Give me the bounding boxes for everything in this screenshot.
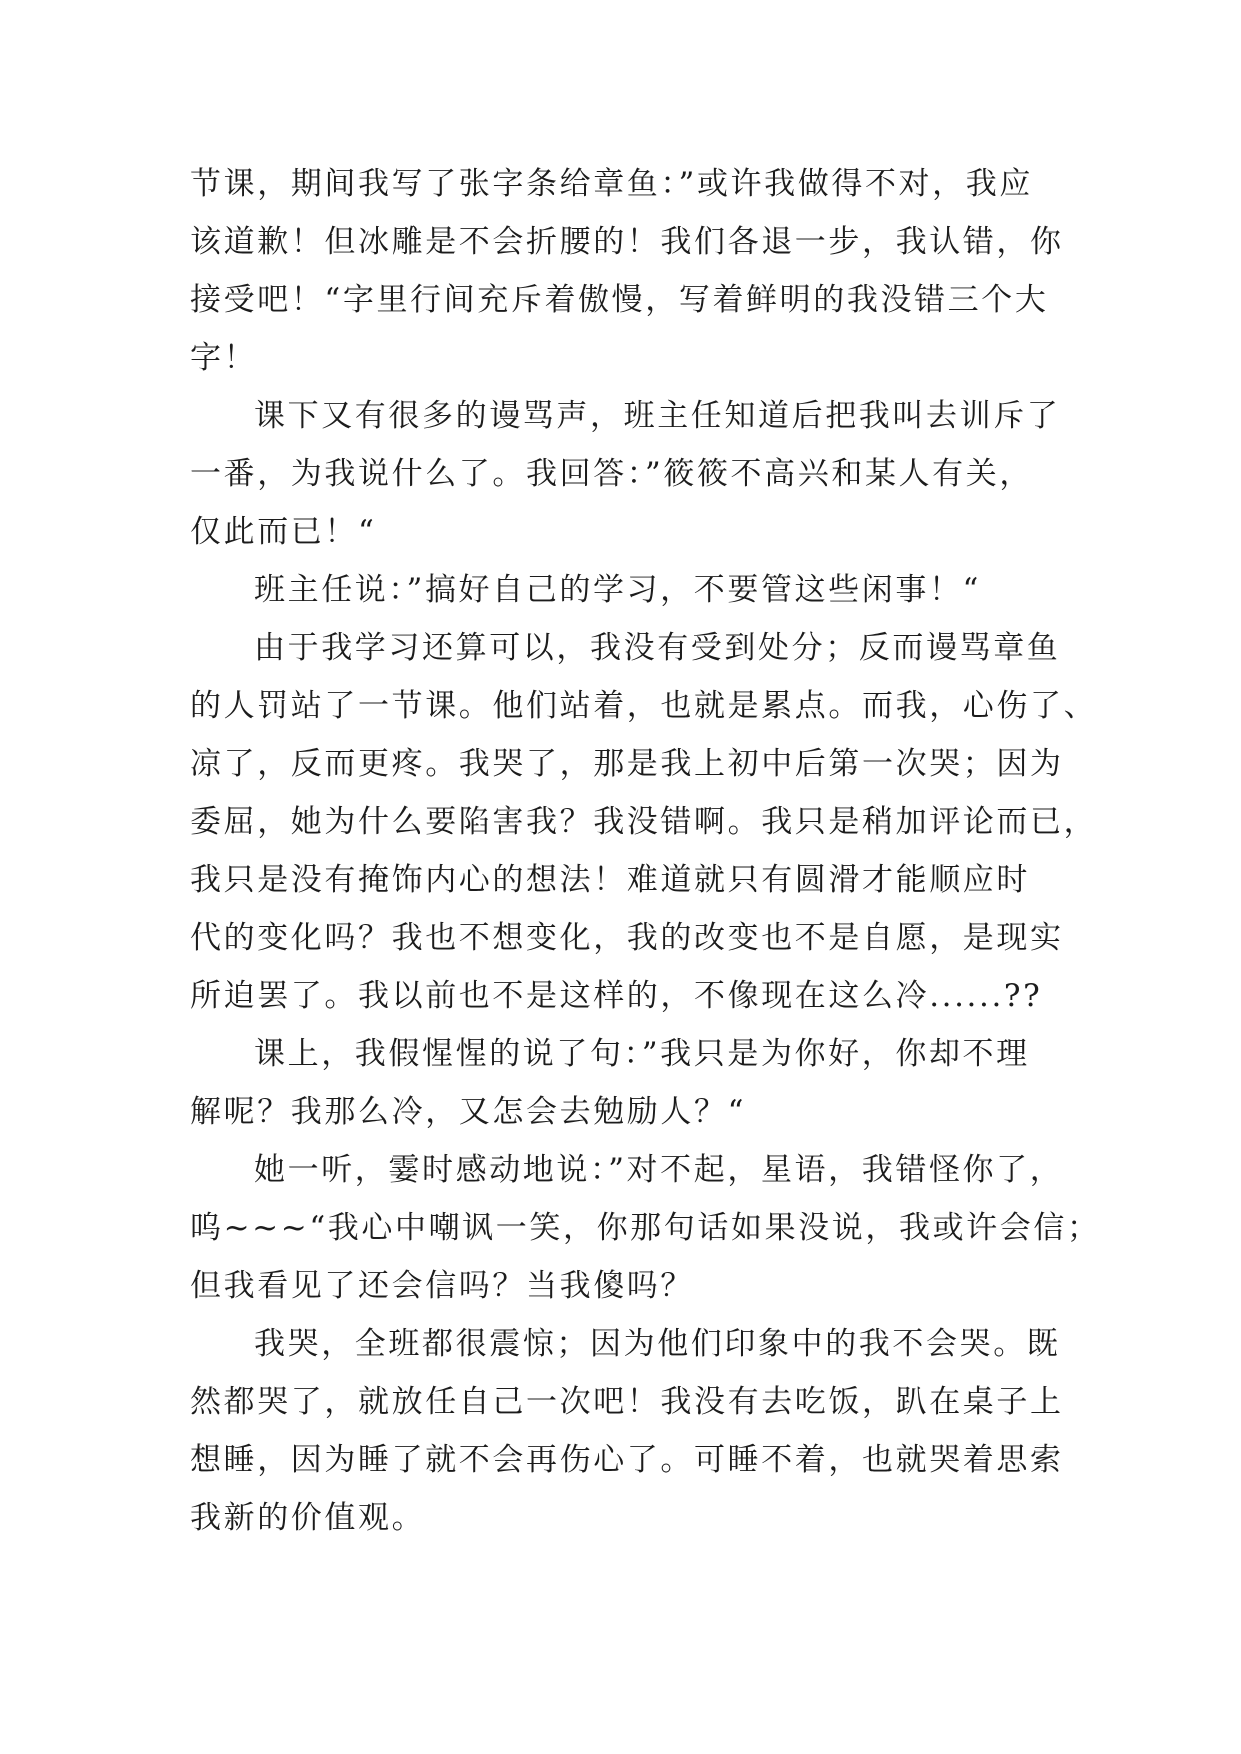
paragraph-1 <box>190 155 1064 387</box>
text-line: 所迫罢了。我以前也不是这样的，不像现在这么冷......?? <box>190 978 1043 1014</box>
text-line: 字！ <box>190 340 258 376</box>
text-line: 想睡，因为睡了就不会再伤心了。可睡不着，也就哭着思索 <box>190 1442 1064 1478</box>
text-line: 仅此而已！“ <box>190 514 377 550</box>
text-line: 班主任说：”搞好自己的学习，不要管这些闲事！“ <box>254 572 981 608</box>
document-body <box>190 155 1101 1547</box>
text-line: 课下又有很多的谩骂声，班主任知道后把我叫去训斥了 <box>254 398 1061 434</box>
text-line: 我新的价值观。 <box>190 1500 426 1536</box>
paragraph-3 <box>190 561 1050 619</box>
text-line: 然都哭了，就放任自己一次吧！我没有去吃饭，趴在桌子上 <box>190 1384 1064 1420</box>
text-line: 解呢？我那么冷，又怎会去勉励人？“ <box>190 1094 747 1130</box>
text-line: 凉了，反而更疼。我哭了，那是我上初中后第一次哭；因为 <box>190 746 1064 782</box>
text-line: 但我看见了还会信吗？当我傻吗？ <box>190 1268 694 1304</box>
paragraph-6 <box>190 1141 1101 1315</box>
text-line: 我只是没有掩饰内心的想法！难道就只有圆滑才能顺应时 <box>190 862 1030 898</box>
paragraph-5 <box>190 1025 1050 1141</box>
text-line: 呜~~~“我心中嘲讽一笑，你那句话如果没说，我或许会信； <box>190 1210 1101 1246</box>
text-line: 代的变化吗？我也不想变化，我的改变也不是自愿，是现实 <box>190 920 1064 956</box>
text-line: 的人罚站了一节课。他们站着，也就是累点。而我，心伤了、 <box>190 688 1098 724</box>
text-line: 该道歉！但冰雕是不会折腰的！我们各退一步，我认错，你 <box>190 224 1064 260</box>
text-line: 由于我学习还算可以，我没有受到处分；反而谩骂章鱼 <box>254 630 1061 666</box>
text-line: 课上，我假惺惺的说了句：”我只是为你好，你却不理 <box>254 1036 1030 1072</box>
paragraph-7 <box>190 1315 1064 1547</box>
text-line: 一番，为我说什么了。我回答：”筱筱不高兴和某人有关， <box>190 456 1033 492</box>
text-line: 接受吧！“字里行间充斥着傲慢，写着鲜明的我没错三个大 <box>190 282 1049 318</box>
text-line: 节课，期间我写了张字条给章鱼：”或许我做得不对，我应 <box>190 166 1033 202</box>
text-line: 我哭，全班都很震惊；因为他们印象中的我不会哭。既 <box>254 1326 1061 1362</box>
text-line: 她一听，霎时感动地说：”对不起，星语，我错怪你了， <box>254 1152 1064 1188</box>
text-line: 委屈，她为什么要陷害我？我没错啊。我只是稍加评论而已， <box>190 804 1098 840</box>
paragraph-4 <box>190 619 1098 1025</box>
paragraph-2 <box>190 387 1061 561</box>
